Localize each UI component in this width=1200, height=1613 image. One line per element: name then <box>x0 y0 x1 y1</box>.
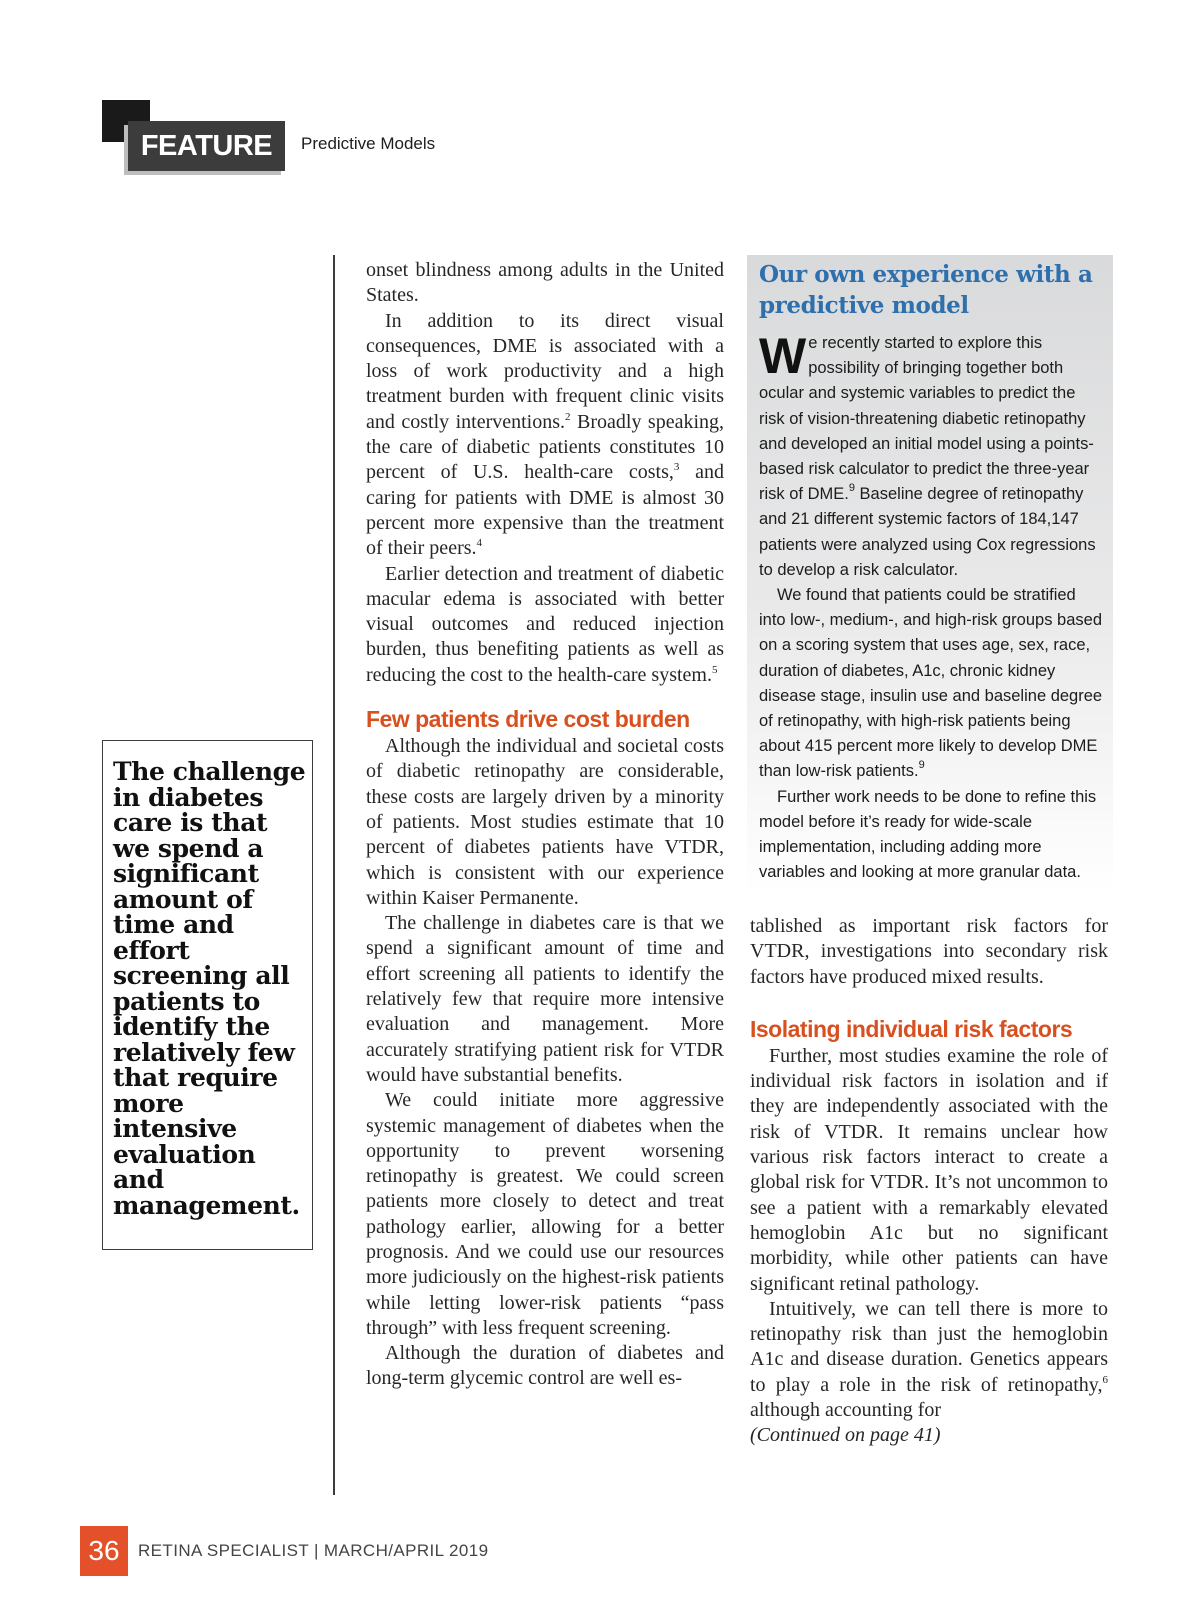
paragraph: Although the individual and societal costs of diabetic retinopathy are considerable, these costs are largely driven by a minority of patients. Most studies estimate that 10 percent of diabetes patients have VTDR, which is consistent with our experience within Kaiser Permanente. <box>366 735 724 909</box>
sidebar-paragraph: We found that patients could be stratified into low-, medium-, and high-risk groups based on a scoring system that uses age, sex, race, duration of diabetes, A1c, chronic kidney disease stage, insulin use and baseline degree of retinopathy, with high-risk patients being about 415 percent more likely to develop DME than low-risk patients.$^9$ <box>759 586 1103 781</box>
paragraph: tablished as important risk factors for VTDR, investigations into secondary risk factors have produced mixed results. <box>750 915 1108 988</box>
middle-column <box>366 258 724 1392</box>
paragraph: Further, most studies examine the role of individual risk factors in isolation and if they are independently associated with the risk of VTDR. It remains unclear how various risk factors interact to create a global risk for VTDR. It’s not uncommon to see a patient with a remarkably elevated hemoglobin A1c but no significant morbidity, while other patients can have significant retinal pathology. <box>750 1044 1108 1295</box>
reference: 5 <box>712 663 718 676</box>
section-heading: Isolating individual risk factors <box>750 1015 1073 1042</box>
reference: 4 <box>476 537 483 550</box>
page-number: 36 <box>80 1526 128 1576</box>
pull-quote-text: The challenge in diabetes care is that we spend a significant amount of time and effort screening all patients to identify the relatively few that require more intensive evaluation and management. <box>113 757 306 1220</box>
section-tag: FEATURE <box>128 121 285 171</box>
section-name: Predictive Models <box>301 134 436 153</box>
continued-note: (Continued on page 41) <box>750 1424 941 1447</box>
sidebar-paragraph: We recently started to explore this possibility of bringing together both ocular and systemic variables to predict the risk of vision-threatening diabetic retinopathy and developed an initial model using a points-based risk calculator to predict the three-year risk of DME.$^9$ Baseline degree of retinopathy and 21 different systemic factors of 184,147 patients were analyzed using Cox regressions to develop a risk calculator. <box>759 328 1096 579</box>
reference: 9 <box>918 759 925 772</box>
paragraph: Intuitively, we can tell there is more to retinopathy risk than just the hemoglobin A1c and disease duration. Genetics appears to play a role in the risk of retinopathy,$^6$ although accounting for <box>750 1297 1108 1422</box>
sidebar-paragraph: Further work needs to be done to refine this model before it’s ready for wide-scale implementation, including adding more variables and looking at more granular data. <box>759 787 1097 882</box>
paragraph: Earlier detection and treatment of diabetic macular edema is associated with better visual outcomes and reduced injection burden, thus benefiting patients as well as reducing the cost to the health-care system.$^5$ <box>366 562 724 686</box>
drop-cap: W <box>759 328 807 384</box>
paragraph: onset blindness among adults in the United States. <box>366 259 724 307</box>
pull-quote <box>102 740 313 1250</box>
paragraph: We could initiate more aggressive systemic management of diabetes when the opportunity to prevent worsening retinopathy is greatest. We could screen patients more closely to detect and treat pathology earlier, allowing for a better prognosis. And we could use our resources more judiciously on the highest-risk patients while letting lower-risk patients “pass through” with less frequent screening. <box>366 1089 724 1339</box>
reference: 9 <box>848 482 855 495</box>
section-heading: Few patients drive cost burden <box>366 706 690 733</box>
reference: 6 <box>1102 1373 1108 1386</box>
sidebar-box <box>747 255 1113 895</box>
column-divider <box>333 255 335 1495</box>
sidebar-title: Our own experience with a predictive model <box>759 261 1093 319</box>
paragraph: In addition to its direct visual consequences, DME is associated with a loss of work productivity and a high treatment burden with frequent clinic visits and costly interventions.$^2$ Broadly speaking, the care of diabetic patients constitutes 10 percent of U.S. health-care costs,$^3$ and caring for patients with DME is almost 30 percent more expensive than the treatment of their peers.$^4$ <box>366 309 725 560</box>
paragraph: Although the duration of diabetes and long-term glycemic control are well es- <box>366 1342 724 1390</box>
publication-footer: RETINA SPECIALIST | MARCH/APRIL 2019 <box>138 1541 489 1560</box>
paragraph: The challenge in diabetes care is that we spend a significant amount of time and effort screening all patients to identify the relatively few that require more intensive evaluation and management. More accurately stratifying patient risk for VTDR would have substantial benefits. <box>366 912 724 1086</box>
reference: 3 <box>673 461 680 474</box>
right-column <box>750 914 1108 1449</box>
reference: 2 <box>565 410 571 423</box>
